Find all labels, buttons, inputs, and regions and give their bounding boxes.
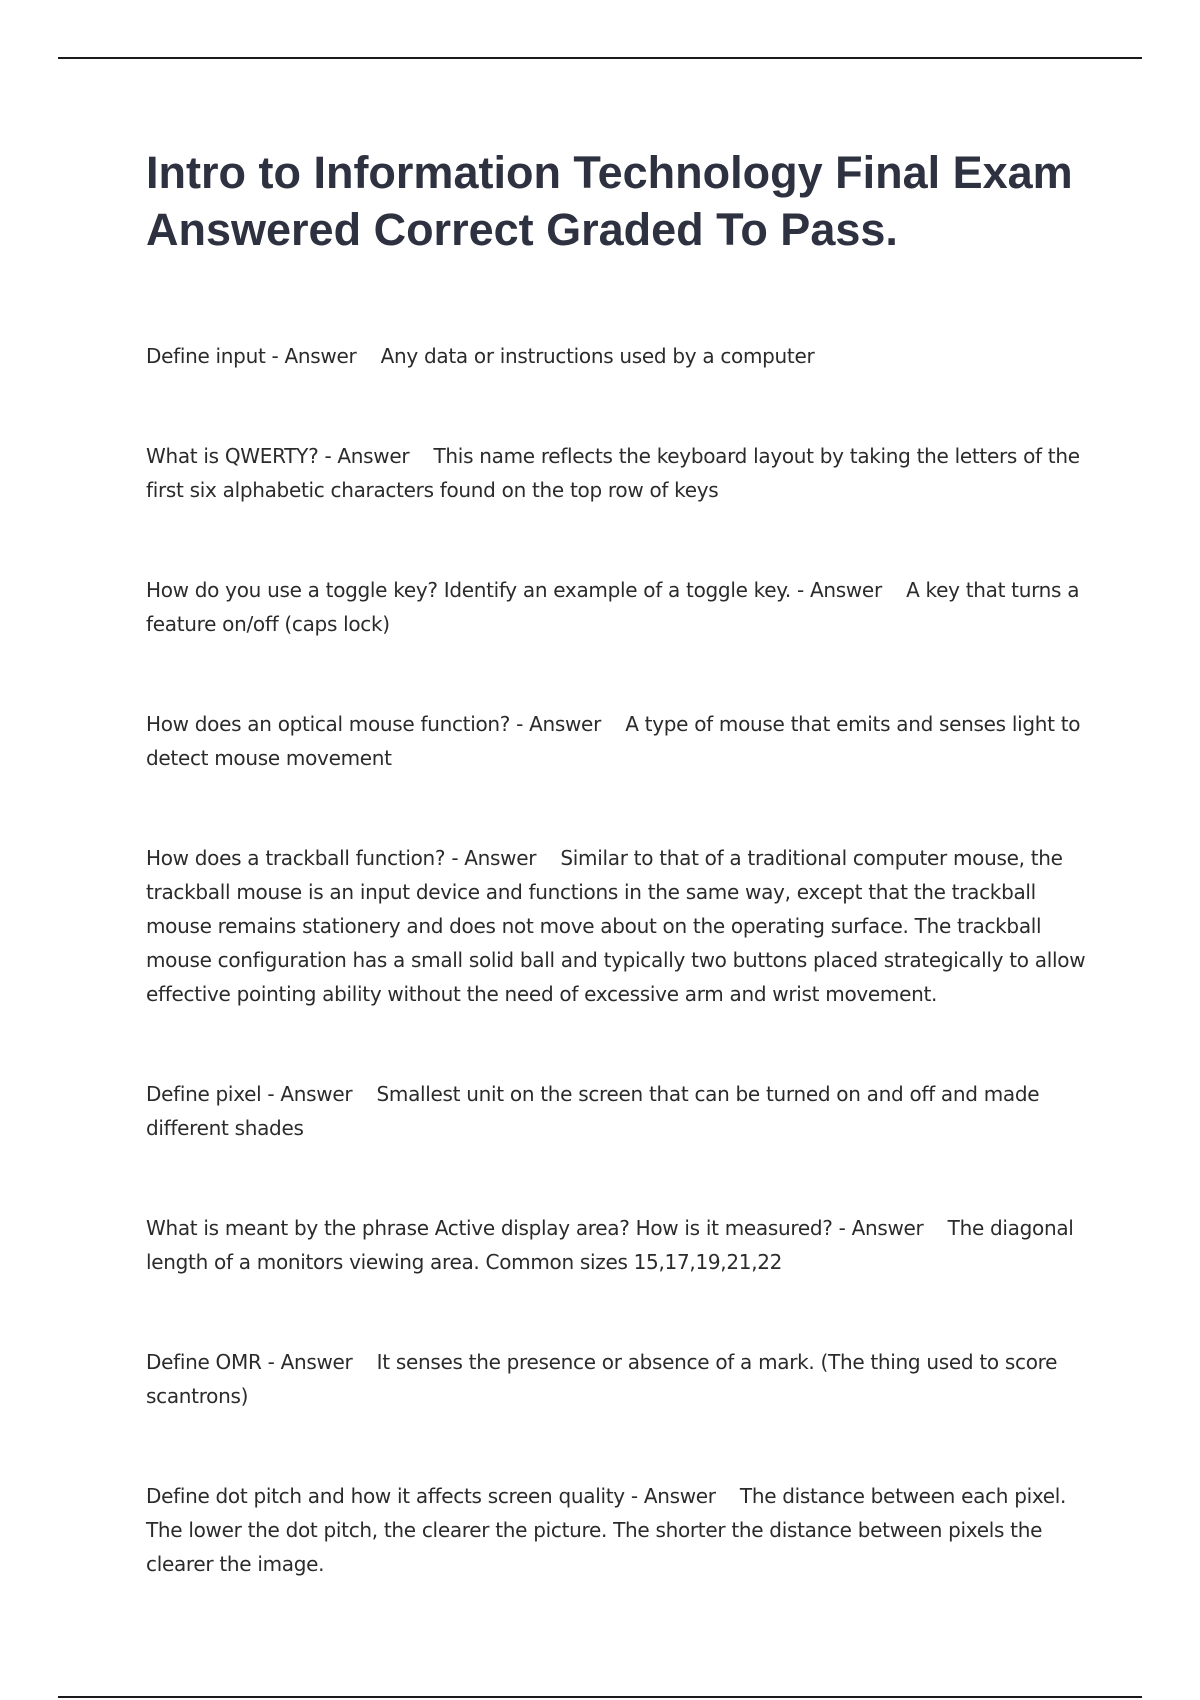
answer-separator: - Answer <box>261 1082 377 1106</box>
question-text: How do you use a toggle key? Identify an example of a toggle key. <box>146 578 791 602</box>
answer-text: The distance between each pixel. The lower the dot pitch, the clearer the picture. The shorter the distance between pixels the clearer the image. <box>146 1484 1073 1576</box>
top-rule <box>58 57 1142 59</box>
answer-text: Similar to that of a traditional computer mouse, the trackball mouse is an input device and functions in the same way, except that the trackball mouse remains stationery and does not move about on the operating surface. The trackball mouse configuration has a small solid ball and typically two buttons placed strategically to allow effective pointing ability without the need of excessive arm and wrist movement. <box>146 846 1092 1006</box>
answer-separator: - Answer <box>265 344 381 368</box>
answer-separator: - Answer <box>318 444 434 468</box>
answer-separator: - Answer <box>624 1484 740 1508</box>
question-text: How does a trackball function? <box>146 846 446 870</box>
answer-separator: - Answer <box>832 1216 948 1240</box>
bottom-rule <box>58 1696 1142 1698</box>
answer-text: Any data or instructions used by a computer <box>380 344 815 368</box>
answer-separator: - Answer <box>510 712 626 736</box>
answer-text: The diagonal length of a monitors viewing area. Common sizes 15,17,19,21,22 <box>146 1216 1080 1274</box>
answer-separator: - Answer <box>261 1350 377 1374</box>
answer-text: This name reflects the keyboard layout by taking the letters of the first six alphabetic characters found on the top row of keys <box>146 444 1086 502</box>
qa-item <box>146 1479 1096 1581</box>
qa-item <box>146 439 1096 507</box>
qa-item <box>146 1211 1096 1279</box>
document-content <box>146 144 1096 1647</box>
qa-item <box>146 1077 1096 1145</box>
answer-text: Smallest unit on the screen that can be turned on and off and made different shades <box>146 1082 1046 1140</box>
answer-text: It senses the presence or absence of a mark. (The thing used to score scantrons) <box>146 1350 1064 1408</box>
qa-item <box>146 339 1096 373</box>
question-text: How does an optical mouse function? <box>146 712 511 736</box>
question-text: Define pixel <box>146 1082 262 1106</box>
qa-item <box>146 707 1096 775</box>
question-text: What is meant by the phrase Active display area? How is it measured? <box>146 1216 833 1240</box>
answer-text: A type of mouse that emits and senses light to detect mouse movement <box>146 712 1087 770</box>
question-text: Define dot pitch and how it affects screen quality <box>146 1484 625 1508</box>
question-text: Define input <box>146 344 266 368</box>
document-title: Intro to Information Technology Final Exam Answered Correct Graded To Pass. <box>146 147 1073 255</box>
qa-item <box>146 573 1096 641</box>
question-text: What is QWERTY? <box>146 444 319 468</box>
qa-item <box>146 1345 1096 1413</box>
answer-separator: - Answer <box>790 578 907 602</box>
question-text: Define OMR <box>146 1350 262 1374</box>
qa-item <box>146 841 1096 1011</box>
qa-list <box>146 339 1096 1581</box>
answer-separator: - Answer <box>445 846 561 870</box>
answer-text: A key that turns a feature on/off (caps lock) <box>146 578 1086 636</box>
